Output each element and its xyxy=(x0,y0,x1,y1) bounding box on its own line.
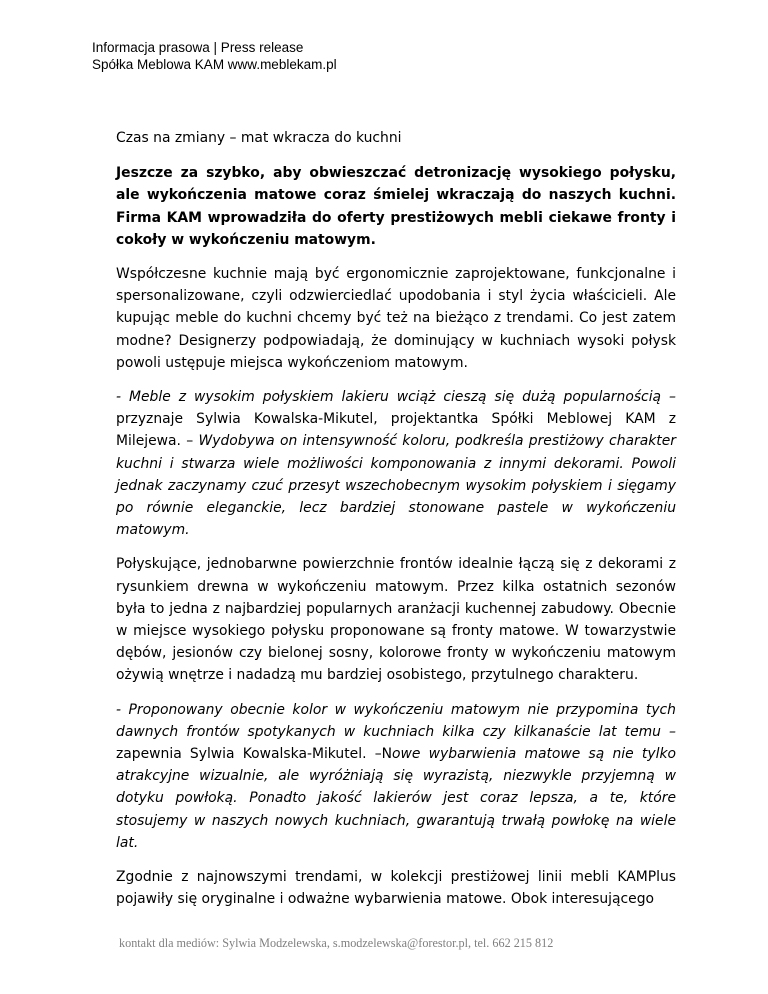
article-quote-1 xyxy=(116,386,676,541)
quote-1-italic-end: Wydobywa on intensywność koloru, podkreśla prestiżowy charakter kuchni i stwarza wiele możliwości komponowania z innymi dekorami. Powoli jednak zaczynamy czuć przesyt wszechobecnym wysokim połyskiem i sięgamy po równie eleganckie, lecz bardziej stonowane pastele w wykończeniu matowym. xyxy=(116,433,676,539)
header-company: Spółka Meblowa KAM www.meblekam.pl xyxy=(92,56,337,72)
article-body xyxy=(116,127,676,923)
media-contact-footer: kontakt dla mediów: Sylwia Modzelewska, s.modzelewska@forestor.pl, tel. 662 215 812 xyxy=(119,936,554,950)
article-title: Czas na zmiany – mat wkracza do kuchni xyxy=(116,130,402,146)
quote-2-italic-start: - Proponowany obecnie kolor w wykończeniu matowym nie przypomina tych dawnych frontów spotykanych w kuchniach kilka czy kilkanaście lat temu – xyxy=(116,701,676,740)
quote-2-italic-end: owe wybarwienia matowe są nie tylko atrakcyjne wizualnie, ale wyróżniają się wyrazistą, niezwykle przyjemną w dotyku powłoką. Ponadto jakość lakierów jest coraz lepsza, a te, które stosujemy w naszych nowych kuchniach, gwarantują trwałą powłokę na wiele lat. xyxy=(116,746,676,851)
article-paragraph-3: Zgodnie z najnowszymi trendami, w kolekcji prestiżowej linii mebli KAMPlus pojawiły się oryginalne i odważne wybarwienia matowe. Obok interesującego xyxy=(116,869,676,908)
article-quote-2 xyxy=(116,699,676,854)
article-lead: Jeszcze za szybko, aby obwieszczać detronizację wysokiego połysku, ale wykończenia matowe coraz śmielej wkraczają do naszych kuchni. Firma KAM wprowadziła do oferty prestiżowych mebli ciekawe fronty i cokoły w wykończeniu matowym. xyxy=(116,165,676,248)
quote-1-italic-start: - Meble z wysokim połyskiem lakieru wciąż cieszą się dużą popularnością – xyxy=(116,389,676,406)
header-title: Informacja prasowa | Press release xyxy=(92,40,304,55)
article-paragraph-1: Współczesne kuchnie mają być ergonomicznie zaprojektowane, funkcjonalne i spersonalizowane, czyli odzwierciedlać upodobania i styl życia właścicieli. Ale kupując meble do kuchni chcemy być też na bieżąco z trendami. Co jest zatem modne? Designerzy podpowiadają, że dominujący w kuchniach wysoki połysk powoli ustępuje miejsca wykończeniom matowym. xyxy=(116,266,676,371)
article-paragraph-2: Połyskujące, jednobarwne powierzchnie frontów idealnie łączą się z dekorami z rysunkiem drewna w wykończeniu matowym. Przez kilka ostatnich sezonów była to jedna z najbardziej popularnych aranżacji kuchennej zabudowy. Obecnie w miejsce wysokiego połysku proponowane są fronty matowe. W towarzystwie dębów, jesionów czy bielonej sosny, kolorowe fronty w wykończeniu matowym ożywią wnętrze i nadadzą mu bardziej osobistego, przytulnego charakteru. xyxy=(116,556,676,684)
quote-1-attribution: przyznaje Sylwia Kowalska-Mikutel, projektantka Spółki Meblowej KAM z Milejewa. – xyxy=(116,411,676,450)
quote-2-attribution: zapewnia Sylwia Kowalska-Mikutel. –N xyxy=(116,746,393,763)
press-release-header xyxy=(92,40,337,73)
